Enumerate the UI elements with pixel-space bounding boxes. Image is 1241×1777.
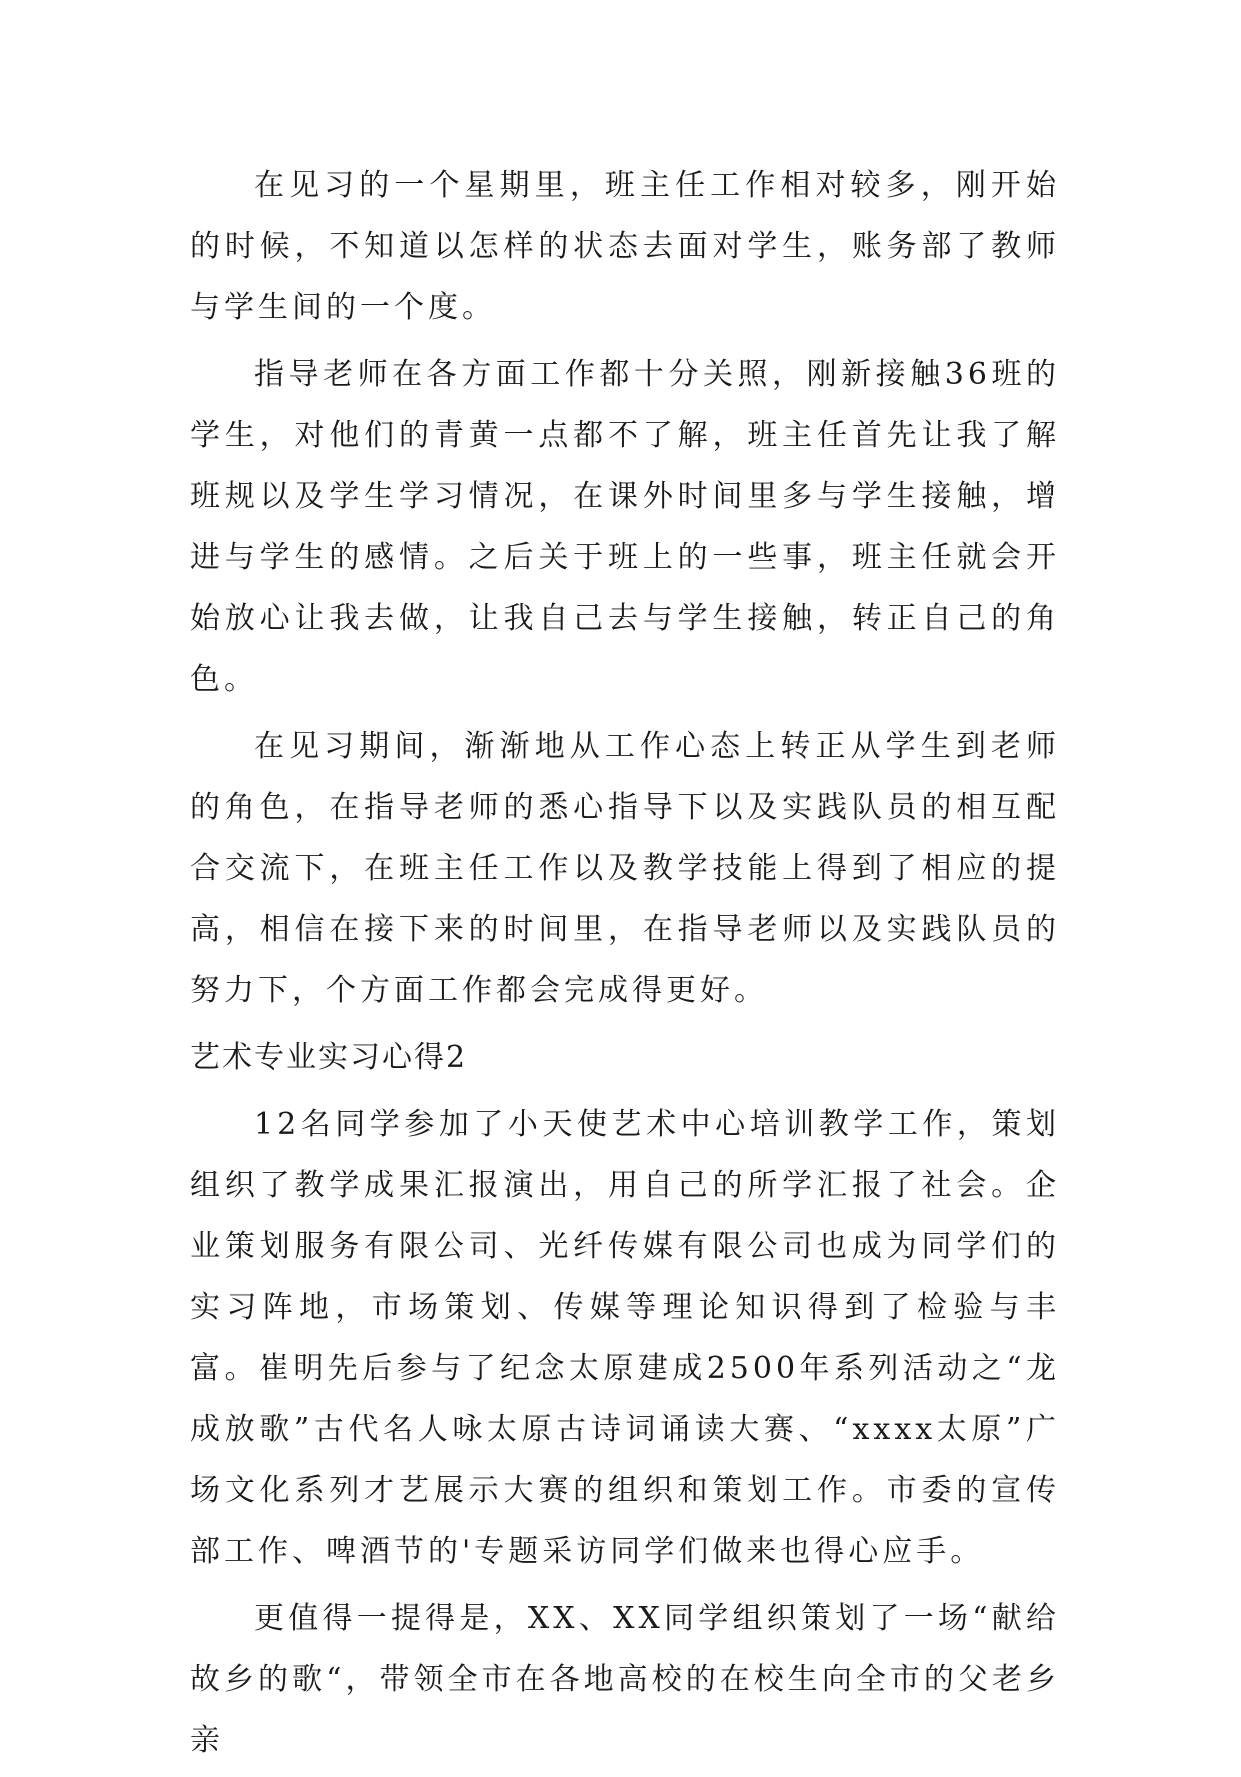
document-body: [190, 155, 1060, 1777]
paragraph-5: 更值得一提得是，XX、XX同学组织策划了一场“献给故乡的歌“，带领全市在各地高校的在校生向全市的父老乡亲: [190, 1601, 1060, 1758]
paragraph-2: 指导老师在各方面工作都十分关照，刚新接触36班的学生，对他们的青黄一点都不了解，班主任首先让我了解班规以及学生学习情况，在课外时间里多与学生接触，增进与学生的感情。之后关于班上的一些事，班主任就会开始放心让我去做，让我自己去与学生接触，转正自己的角色。: [190, 357, 1060, 697]
section-heading: 艺术专业实习心得2: [190, 1040, 468, 1075]
paragraph-4: 12名同学参加了小天使艺术中心培训教学工作，策划组织了教学成果汇报演出，用自己的所学汇报了社会。企业策划服务有限公司、光纤传媒有限公司也成为同学们的实习阵地，市场策划、传媒等理论知识得到了检验与丰富。崔明先后参与了纪念太原建成2500年系列活动之“龙成放歌”古代名人咏太原古诗词诵读大赛、“xxxx太原”广场文化系列才艺展示大赛的组织和策划工作。市委的宣传部工作、啤酒节的'专题采访同学们做来也得心应手。: [190, 1107, 1060, 1569]
paragraph-1: 在见习的一个星期里，班主任工作相对较多，刚开始的时候，不知道以怎样的状态去面对学生，账务部了教师与学生间的一个度。: [190, 168, 1060, 325]
paragraph-3: 在见习期间，渐渐地从工作心态上转正从学生到老师的角色，在指导老师的悉心指导下以及实践队员的相互配合交流下，在班主任工作以及教学技能上得到了相应的提高，相信在接下来的时间里，在指导老师以及实践队员的努力下，个方面工作都会完成得更好。: [190, 729, 1060, 1008]
